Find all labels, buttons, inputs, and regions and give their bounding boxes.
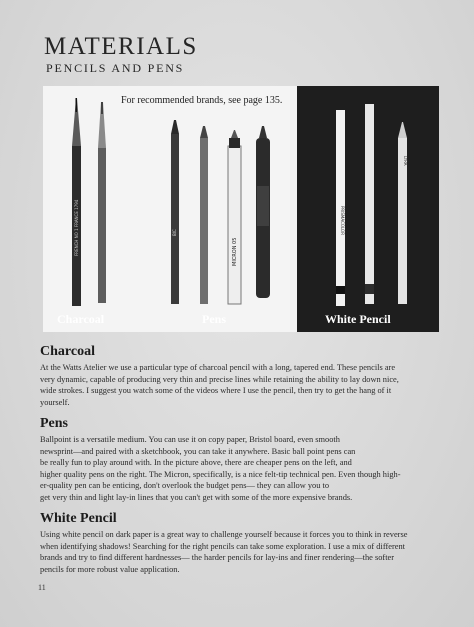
- label-pens: Pens: [202, 312, 226, 326]
- charcoal-1-imprint: FRENCH NO 1 FRANCE 1794: [74, 199, 79, 256]
- text-line: yourself.: [40, 397, 70, 407]
- heading-white-pencil: White Pencil: [40, 511, 117, 526]
- micron-pen: [228, 130, 241, 304]
- brands-note: For recommended brands, see page 135.: [121, 95, 283, 106]
- text-line: At the Watts Atelier we use a particular type of charcoal pencil with a long, tapered end. These pencils are: [40, 363, 396, 372]
- text-line: brands and try to find different hardnesses— the harder pencils for lay-ins and finer rendering—the softer: [40, 553, 395, 563]
- white-pencil-2: [365, 104, 374, 304]
- heading-charcoal: Charcoal: [40, 344, 95, 359]
- white-pencil-1-imprint: PRISMACOLOR: [340, 206, 345, 235]
- pen-1-imprint: BIC: [172, 229, 177, 236]
- charcoal-pencil-2: [98, 102, 106, 303]
- text-line: very dynamic, capable of producing very thin and precise lines while retaining the ability to lay down nice,: [40, 374, 399, 384]
- white-pencil-3: [398, 122, 408, 304]
- ballpoint-pen-1: [171, 120, 179, 304]
- text-line: newsprint—and paired with a sketchbook, you can take it anywhere. Basic ball point pens can: [40, 446, 356, 456]
- page-number: 11: [38, 583, 46, 592]
- white-pencil-1: [336, 110, 345, 306]
- text-line: Ballpoint is a versatile medium. You can use it on copy paper, Bristol board, even smooth: [40, 435, 340, 444]
- gel-pen: [256, 126, 270, 298]
- pencil-illustration: [43, 86, 439, 332]
- paragraph-pens: [40, 434, 438, 504]
- white-pencil-3-imprint: LYRA: [403, 156, 408, 166]
- text-line: pencils for more robust value application.: [40, 564, 180, 574]
- text-line: higher quality pens on the right. The Micron, specifically, is a nice felt-tip technical pen. Even though high-: [40, 469, 401, 479]
- text-line: wide strokes. I suggest you watch some of the videos where I use the pencil, then try to get the hang of it: [40, 386, 392, 396]
- text-line: Using white pencil on dark paper is a great way to challenge yourself because it forces you to think in reverse: [40, 530, 408, 539]
- micron-imprint: MICRON 05: [232, 237, 238, 266]
- page-subtitle: PENCILS AND PENS: [46, 61, 185, 75]
- label-charcoal: Charcoal: [57, 312, 105, 326]
- paragraph-white-pencil: [40, 529, 438, 575]
- text-line: get very thin and light lay-in lines that you can't get with some of the more expensive brands.: [40, 492, 353, 502]
- text-line: be really fun to play around with. In the picture above, there are cheaper pens on the left, and: [40, 458, 352, 468]
- label-white-pencil: White Pencil: [325, 312, 391, 326]
- paragraph-charcoal: [40, 362, 438, 408]
- page-title: MATERIALS: [44, 33, 198, 60]
- text-line: er-quality pen can be enticing, don't overlook the budget pens— they can allow you to: [40, 481, 330, 491]
- ballpoint-pen-2: [200, 126, 208, 304]
- materials-photo: [43, 86, 439, 332]
- heading-pens: Pens: [40, 416, 68, 431]
- charcoal-pencil-1: [72, 98, 81, 306]
- text-line: when identifying shadows! Searching for the right pencils can take some exploration. I use a mix of different: [40, 541, 405, 551]
